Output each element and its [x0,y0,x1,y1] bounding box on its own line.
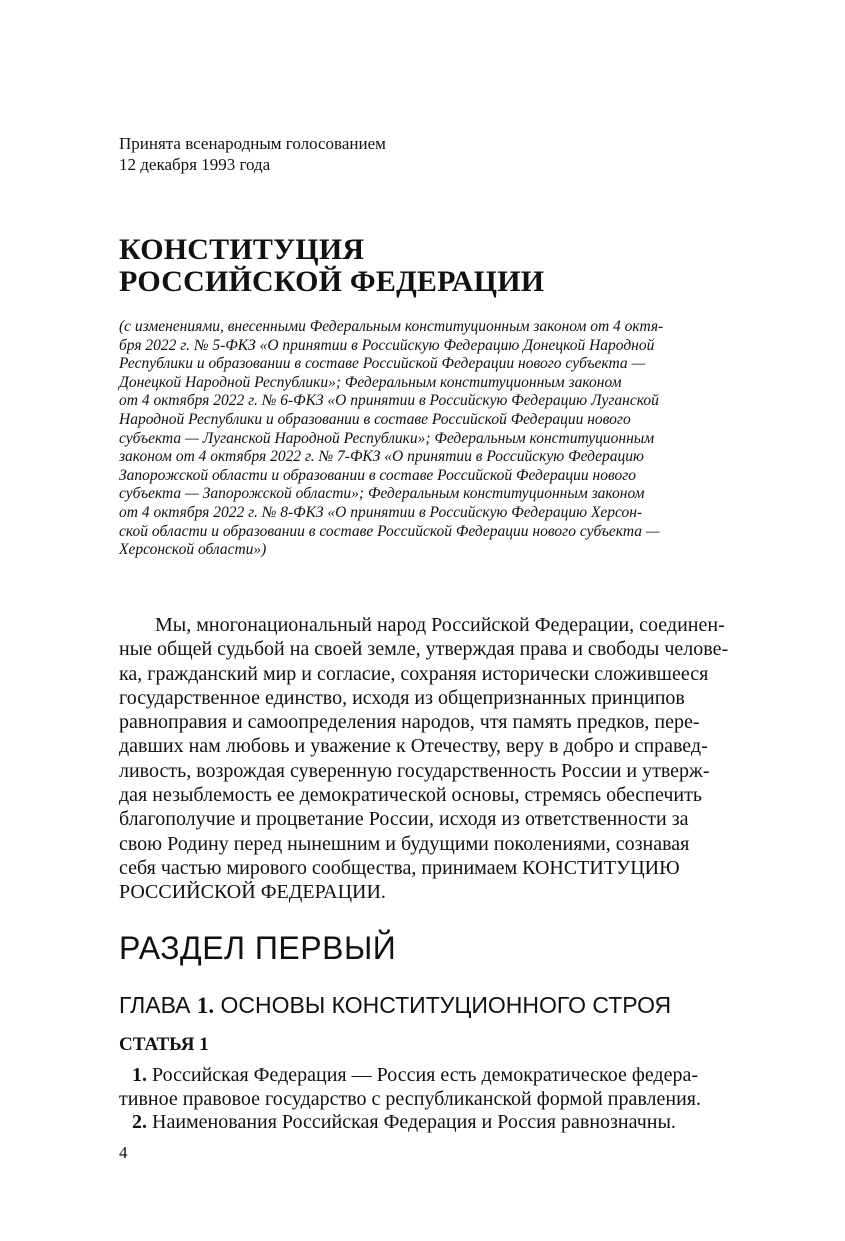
title-line: КОНСТИТУЦИЯ [119,233,365,266]
amendments-line: субъекта — Запорожской области»; Федеральным конституционным законом [119,485,645,503]
chapter-number: 1. [196,993,215,1018]
preamble [119,613,728,905]
preamble-line: свою Родину перед нынешним и будущими поколениями, сознавая [119,832,690,855]
preamble-line: давших нам любовь и уважение к Отечеству, веру в добро и справед- [119,735,708,758]
page-number: 4 [119,1143,128,1162]
preamble-line: благополучие и процветание России, исходя из ответственности за [119,808,689,831]
clause-1-line: тивное правовое государство с республиканской формой правления. [119,1087,702,1110]
preamble-line: равноправия и самоопределения народов, чтя память предков, пере- [119,711,700,734]
preamble-line: Мы, многонациональный народ Российской Федерации, соединен- [155,614,725,636]
chapter-title: ОСНОВЫ КОНСТИТУЦИОННОГО СТРОЯ [214,992,672,1018]
amendments-line: Херсонской области») [119,541,267,559]
amendments-line: от 4 октября 2022 г. № 6-ФКЗ «О принятии в Российскую Федерацию Луганской [119,392,659,410]
amendments-line: законом от 4 октября 2022 г. № 7-ФКЗ «О принятии в Российскую Федерацию [119,448,644,466]
clause-text: Наименования Российская Федерация и Россия равнозначны. [147,1111,676,1133]
clause-1-line [119,1064,701,1088]
amendments-line: Республики и образовании в составе Российской Федерации нового субъекта — [119,355,646,373]
document-title [119,234,544,298]
preamble-line: ка, гражданский мир и согласие, сохраняя исторически сложившееся [119,662,709,685]
clause-2-line [119,1111,701,1135]
chapter-prefix: ГЛАВА [119,992,197,1018]
preamble-line: дая незыблемость ее демократической основы, стремясь обеспечить [119,784,702,807]
article-heading: СТАТЬЯ 1 [119,1034,209,1055]
amendments-line: (с изменениями, внесенными Федеральным конституционным законом от 4 октя- [119,318,664,335]
amendments-line: ской области и образовании в составе Российской Федерации нового субъекта — [119,522,660,540]
title-line: РОССИЙСКОЙ ФЕДЕРАЦИИ [119,265,545,298]
section-heading: РАЗДЕЛ ПЕРВЫЙ [119,930,397,966]
clause-number: 1. [132,1064,147,1086]
preamble-line: ливость, возрождая суверенную государственность России и утверж- [119,759,710,782]
amendments-note [119,318,663,560]
amendments-line: Донецкой Народной Республики»; Федеральным конституционным законом [119,373,622,391]
amendments-line: субъекта — Луганской Народной Республики»; Федеральным конституционным [119,429,655,447]
preamble-line: государственное единство, исходя из общепризнанных принципов [119,686,685,709]
amendments-line: Запорожской области и образовании в составе Российской Федерации нового [119,466,637,484]
chapter-heading [119,990,671,1021]
clause-number: 2. [132,1111,147,1133]
adoption-note [119,133,386,175]
clause-text: Российская Федерация — Россия есть демократическое федера- [147,1064,699,1086]
adoption-date: 12 декабря 1993 года [119,155,271,174]
preamble-line: себя частью мирового сообщества, принимаем КОНСТИТУЦИЮ [119,856,680,879]
amendments-line: бря 2022 г. № 5-ФКЗ «О принятии в Российскую Федерацию Донецкой Народной [119,336,655,354]
preamble-line: РОССИЙСКОЙ ФЕДЕРАЦИИ. [119,881,386,904]
amendments-line: от 4 октября 2022 г. № 8-ФКЗ «О принятии в Российскую Федерацию Херсон- [119,503,643,521]
preamble-line: ные общей судьбой на своей земле, утверждая права и свободы челове- [119,638,729,661]
article-clauses [119,1064,701,1135]
adoption-line: Принята всенародным голосованием [119,134,386,153]
amendments-line: Народной Республики и образовании в составе Российской Федерации нового [119,410,631,428]
